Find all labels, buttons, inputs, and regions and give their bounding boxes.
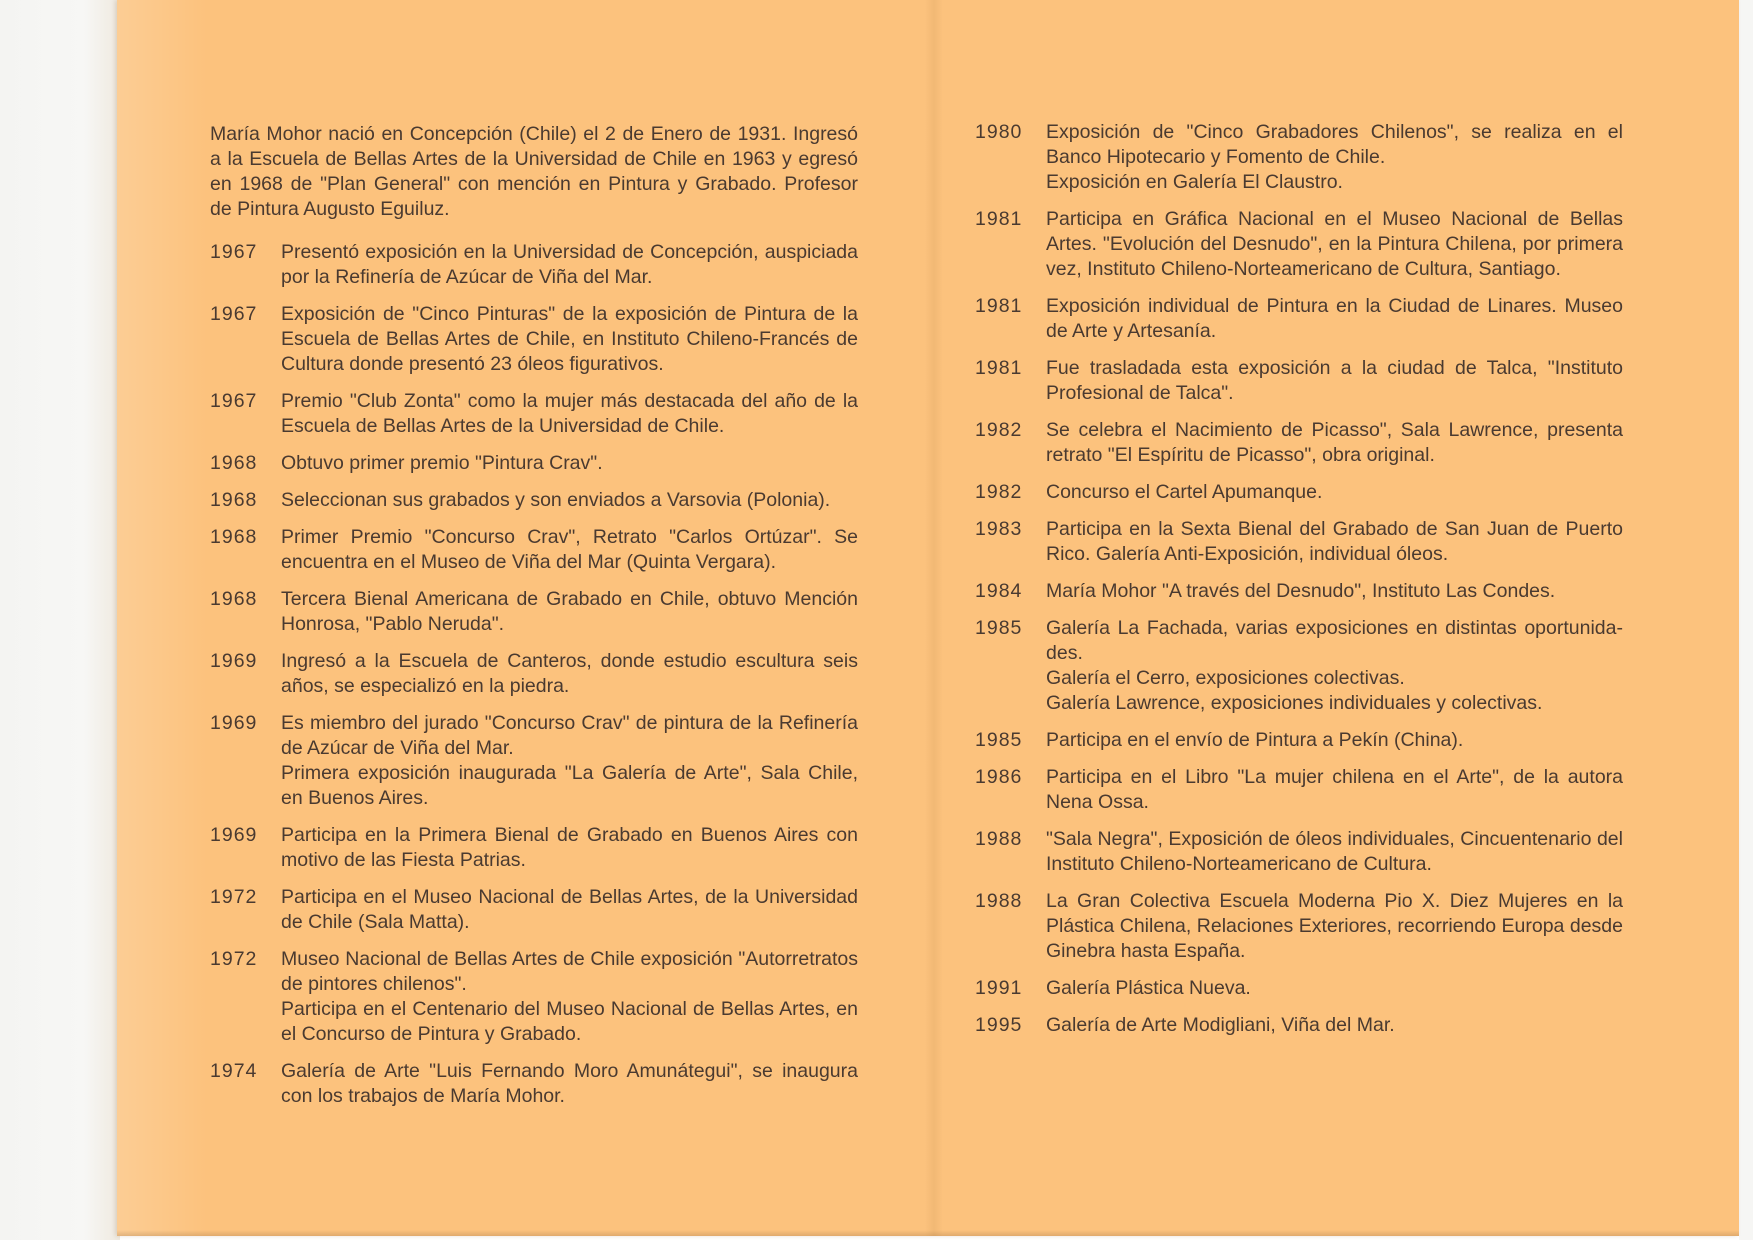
biography-intro: María Mohor nació en Concepción (Chile) el 2 de Enero de 1931. Ingresó a la Escuela de Bellas Artes de la Universidad de Chile en 1963 y egresó en 1968 de "Plan General" con mención en Pintura y Grabado. Profesor de Pintura Augusto Eguiluz. [210, 123, 858, 220]
entry-line: Exposición de "Cinco Grabadores Chilenos", se realiza en el Banco Hipotecario y Fomento de Chile. [1046, 121, 1623, 168]
entry-line: Concurso el Cartel Apumanque. [1046, 481, 1323, 503]
entry-description [281, 587, 858, 637]
timeline-entry [975, 517, 1623, 567]
entry-line: Tercera Bienal Americana de Grabado en Chile, obtuvo Mención Honrosa, "Pablo Neruda". [281, 588, 858, 635]
entry-description [1046, 765, 1623, 815]
entry-year: 1969 [210, 712, 258, 734]
entry-year: 1984 [975, 580, 1023, 602]
timeline-entry [210, 488, 858, 513]
entry-description [281, 947, 858, 1047]
entry-description [281, 1059, 858, 1109]
entry-year: 1995 [975, 1014, 1023, 1036]
entry-year: 1969 [210, 824, 258, 846]
entry-year: 1983 [975, 518, 1023, 540]
entry-line: "Sala Negra", Exposición de óleos individuales, Cincuentenario del Instituto Chileno-Norteamericano de Cultura. [1046, 828, 1623, 875]
entry-line: Obtuvo primer premio "Pintura Crav". [281, 452, 603, 474]
scan-margin-right [1739, 0, 1753, 1240]
entry-line: Participa en el Centenario del Museo Nacional de Bellas Artes, en el Concurso de Pintura y Grabado. [281, 998, 858, 1045]
entry-year: 1967 [210, 303, 258, 325]
entry-year: 1969 [210, 650, 258, 672]
timeline-entry [210, 1059, 858, 1109]
timeline-entry [210, 240, 858, 290]
entry-line: Premio "Club Zonta" como la mujer más destacada del año de la Escuela de Bellas Artes de la Universidad de Chile. [281, 390, 858, 437]
entry-description [281, 885, 858, 935]
entry-description [1046, 356, 1623, 406]
entry-description [281, 451, 858, 476]
paper-shading [117, 0, 207, 1236]
timeline-entry [210, 525, 858, 575]
entry-description [1046, 728, 1623, 753]
left-timeline [210, 240, 858, 1109]
entry-year: 1985 [975, 617, 1023, 639]
timeline-entry [210, 823, 858, 873]
entry-line: Participa en el Museo Nacional de Bellas Artes, de la Universidad de Chile (Sala Matta). [281, 886, 858, 933]
entry-year: 1967 [210, 241, 258, 263]
entry-year: 1974 [210, 1060, 258, 1082]
timeline-entry [975, 480, 1623, 505]
center-fold [925, 0, 943, 1236]
entry-line: Museo Nacional de Bellas Artes de Chile exposición "Autorretratos de pintores chilenos". [281, 948, 858, 995]
entry-year: 1981 [975, 208, 1023, 230]
entry-description [281, 525, 858, 575]
entry-line: Se celebra el Nacimiento de Picasso", Sala Lawrence, presenta retrato "El Espíritu de Picasso", obra original. [1046, 419, 1623, 466]
timeline-entry [975, 418, 1623, 468]
entry-line: Exposición de "Cinco Pinturas" de la exposición de Pintura de la Escuela de Bellas Artes de Chile, en Instituto Chileno-Francés de Cultura donde presentó 23 óleos figurativos. [281, 303, 858, 375]
entry-line: Galería de Arte "Luis Fernando Moro Amunátegui", se inaugura con los trabajos de María Mohor. [281, 1060, 858, 1107]
entry-line: Seleccionan sus grabados y son enviados a Varsovia (Polonia). [281, 489, 831, 511]
entry-line: Primera exposición inaugurada "La Galería de Arte", Sala Chile, en Buenos Aires. [281, 762, 858, 809]
entry-year: 1968 [210, 526, 258, 548]
entry-line: Presentó exposición en la Universidad de Concepción, auspiciada por la Refinería de Azúcar de Viña del Mar. [281, 241, 858, 288]
entry-year: 1988 [975, 890, 1023, 912]
entry-year: 1968 [210, 489, 258, 511]
entry-line: Participa en la Sexta Bienal del Grabado de San Juan de Puerto Rico. Galería Anti-Exposición, individual óleos. [1046, 518, 1623, 565]
entry-description [281, 823, 858, 873]
timeline-entry [210, 587, 858, 637]
timeline-entry [975, 827, 1623, 877]
scan-margin-left [0, 0, 120, 1240]
timeline-entry [975, 356, 1623, 406]
entry-year: 1968 [210, 588, 258, 610]
timeline-entry [210, 947, 858, 1047]
entry-description [1046, 517, 1623, 567]
entry-line: Participa en la Primera Bienal de Grabado en Buenos Aires con motivo de las Fiesta Patrias. [281, 824, 858, 871]
timeline-entry [975, 728, 1623, 753]
entry-line: Exposición individual de Pintura en la Ciudad de Linares. Museo de Arte y Artesanía. [1046, 295, 1623, 342]
entry-line: La Gran Colectiva Escuela Moderna Pio X. Diez Mujeres en la Plástica Chilena, Relaciones Exteriores, recorriendo Europa desde Ginebra hasta España. [1046, 890, 1623, 962]
entry-description [281, 649, 858, 699]
entry-description [281, 389, 858, 439]
entry-description [1046, 294, 1623, 344]
timeline-entry [975, 207, 1623, 282]
timeline-entry [975, 616, 1623, 716]
entry-description [1046, 579, 1623, 604]
entry-description [1046, 120, 1623, 195]
timeline-entry [975, 976, 1623, 1001]
entry-year: 1967 [210, 390, 258, 412]
entry-year: 1985 [975, 729, 1023, 751]
timeline-entry [210, 451, 858, 476]
entry-line: Galería de Arte Modigliani, Viña del Mar. [1046, 1014, 1395, 1036]
entry-description [1046, 616, 1623, 716]
entry-description [1046, 480, 1623, 505]
entry-year: 1988 [975, 828, 1023, 850]
entry-line: Participa en el Libro "La mujer chilena en el Arte", de la autora Nena Ossa. [1046, 766, 1623, 813]
entry-description [1046, 889, 1623, 964]
entry-line: Exposición en Galería El Claustro. [1046, 171, 1343, 193]
entry-line: Galería Lawrence, exposiciones individuales y colectivas. [1046, 692, 1543, 714]
entry-line: Ingresó a la Escuela de Canteros, donde estudio escultura seis años, se especializó en la piedra. [281, 650, 858, 697]
paper-bottom-edge [117, 1230, 1739, 1236]
entry-year: 1972 [210, 948, 258, 970]
timeline-entry [975, 765, 1623, 815]
entry-year: 1972 [210, 886, 258, 908]
timeline-entry [210, 302, 858, 377]
entry-description [281, 302, 858, 377]
entry-line: Participa en el envío de Pintura a Pekín (China). [1046, 729, 1464, 751]
entry-description [281, 711, 858, 811]
entry-year: 1982 [975, 419, 1023, 441]
timeline-entry [210, 649, 858, 699]
timeline-entry [975, 1013, 1623, 1038]
entry-year: 1980 [975, 121, 1023, 143]
right-timeline [975, 120, 1623, 1038]
entry-line: Participa en Gráfica Nacional en el Museo Nacional de Bellas Artes. "Evolución del Desnudo", en la Pintura Chilena, por primera vez, Instituto Chileno-Norteamericano de Cultura, Santiago. [1046, 208, 1623, 280]
entry-line: Fue trasladada esta exposición a la ciudad de Talca, "Instituto Profesional de Talca". [1046, 357, 1623, 404]
entry-year: 1986 [975, 766, 1023, 788]
entry-line: Es miembro del jurado "Concurso Crav" de pintura de la Refinería de Azúcar de Viña del Mar. [281, 712, 858, 759]
entry-description [281, 488, 858, 513]
entry-description [1046, 418, 1623, 468]
entry-year: 1968 [210, 452, 258, 474]
entry-year: 1982 [975, 481, 1023, 503]
entry-line: Galería La Fachada, varias exposiciones en distintas oportunida-des. [1046, 617, 1623, 664]
entry-line: María Mohor "A través del Desnudo", Instituto Las Condes. [1046, 580, 1556, 602]
entry-description [281, 240, 858, 290]
entry-description [1046, 976, 1623, 1001]
right-column [975, 120, 1623, 1050]
timeline-entry [975, 120, 1623, 195]
entry-description [1046, 207, 1623, 282]
entry-year: 1991 [975, 977, 1023, 999]
timeline-entry [210, 885, 858, 935]
entry-line: Primer Premio "Concurso Crav", Retrato "Carlos Ortúzar". Se encuentra en el Museo de Viña del Mar (Quinta Vergara). [281, 526, 858, 573]
left-column [210, 122, 858, 1121]
entry-line: Galería el Cerro, exposiciones colectivas. [1046, 667, 1405, 689]
timeline-entry [210, 389, 858, 439]
entry-description [1046, 827, 1623, 877]
entry-year: 1981 [975, 357, 1023, 379]
timeline-entry [975, 889, 1623, 964]
timeline-entry [975, 294, 1623, 344]
entry-year: 1981 [975, 295, 1023, 317]
timeline-entry [210, 711, 858, 811]
timeline-entry [975, 579, 1623, 604]
entry-description [1046, 1013, 1623, 1038]
entry-line: Galería Plástica Nueva. [1046, 977, 1251, 999]
